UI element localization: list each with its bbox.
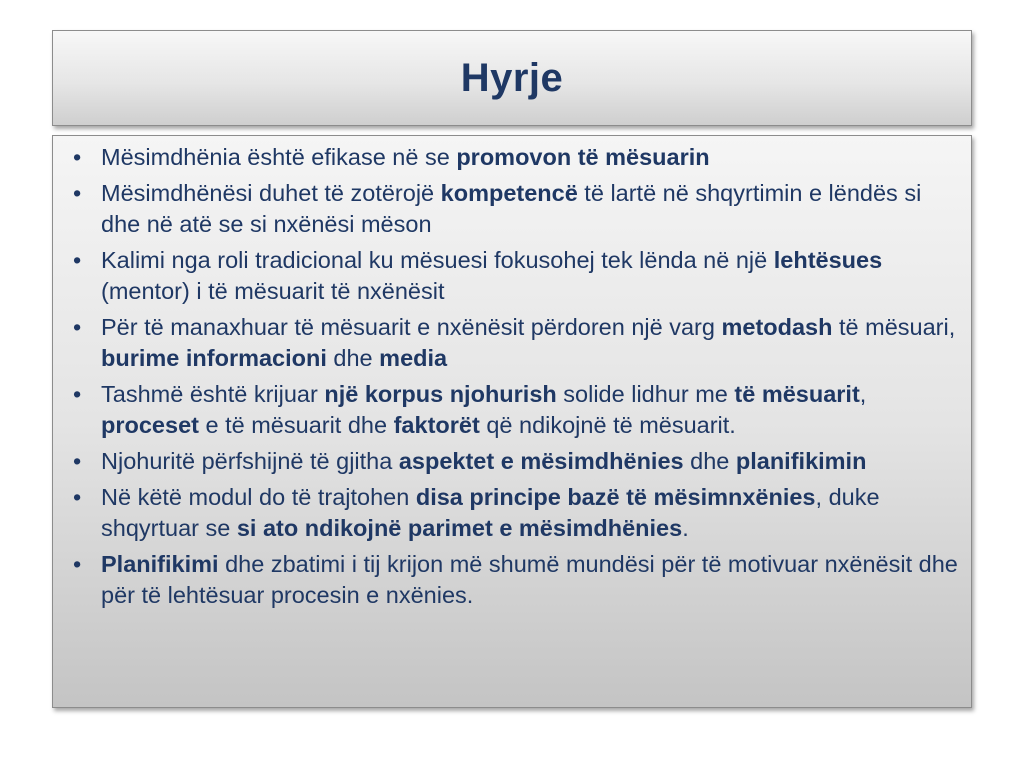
slide-title: Hyrje [460, 55, 564, 100]
bullet-item [73, 312, 961, 374]
bullet-text: e të mësuarit dhe [198, 412, 394, 438]
bullet-item [73, 245, 961, 307]
bullet-text-bold: Planifikimi [101, 551, 219, 577]
bullet-text-bold: planifikimin [735, 448, 867, 474]
bullet-text: , [859, 381, 867, 407]
bullet-marker: • [73, 381, 82, 407]
bullet-text-bold: media [379, 345, 448, 371]
bullet-text-bold: disa principe bazë të mësimnxënies [415, 484, 816, 510]
bullet-text: , duke shqyrtuar se [101, 484, 880, 541]
bullet-text-bold: kompetencë [440, 180, 578, 206]
bullet-text-bold: proceset [101, 412, 199, 438]
bullet-item [73, 379, 961, 441]
bullet-text: dhe zbatimi i tij krijon më shumë mundësi për të motivuar nxënësit dhe për të lehtësuar procesin e nxënies. [101, 551, 958, 608]
bullet-text-bold: një korpus njohurish [324, 381, 557, 407]
bullet-marker: • [73, 180, 82, 206]
bullet-text: Kalimi nga roli tradicional ku mësuesi fokusohej tek lënda në një [101, 247, 774, 273]
bullet-text-bold: lehtësues [773, 247, 883, 273]
bullet-text: . [682, 515, 689, 541]
bullet-text: Mësimdhënia është efikase në se [101, 144, 457, 170]
bullet-text: Për të manaxhuar të mësuarit e nxënësit përdoren një varg [101, 314, 722, 340]
bullet-text-bold: faktorët [393, 412, 480, 438]
bullet-marker: • [73, 247, 82, 273]
bullet-list [73, 142, 961, 611]
bullet-item [73, 482, 961, 544]
bullet-marker: • [73, 144, 82, 170]
bullet-text-bold: si ato ndikojnë parimet e mësimdhënies [236, 515, 683, 541]
bullet-text-bold: aspektet e mësimdhënies [398, 448, 684, 474]
bullet-item [73, 446, 961, 477]
bullet-text: Njohuritë përfshijnë të gjitha [101, 448, 399, 474]
bullet-text: që ndikojnë të mësuarit. [479, 412, 736, 438]
bullet-item [73, 178, 961, 240]
bullet-item [73, 142, 961, 173]
bullet-text: dhe [326, 345, 380, 371]
bullet-text: (mentor) i të mësuarit të nxënësit [101, 278, 445, 304]
bullet-text: të lartë në shqyrtimin e lëndës si dhe në atë se si nxënësi mëson [101, 180, 922, 237]
slide-title-box [52, 30, 972, 126]
bullet-text: të mësuari, [832, 314, 956, 340]
bullet-text-bold: metodash [721, 314, 833, 340]
bullet-marker: • [73, 484, 82, 510]
bullet-text-bold: promovon të mësuarin [456, 144, 710, 170]
bullet-marker: • [73, 314, 82, 340]
bullet-text: Mësimdhënësi duhet të zotërojë [101, 180, 441, 206]
bullet-marker: • [73, 551, 82, 577]
bullet-text: solide lidhur me [556, 381, 735, 407]
bullet-marker: • [73, 448, 82, 474]
slide-content-box [52, 135, 972, 708]
bullet-text-bold: burime informacioni [101, 345, 327, 371]
bullet-text: Tashmë është krijuar [101, 381, 325, 407]
bullet-text: dhe [683, 448, 736, 474]
bullet-item [73, 549, 961, 611]
bullet-text-bold: të mësuarit [734, 381, 860, 407]
bullet-text: Në këtë modul do të trajtohen [101, 484, 416, 510]
